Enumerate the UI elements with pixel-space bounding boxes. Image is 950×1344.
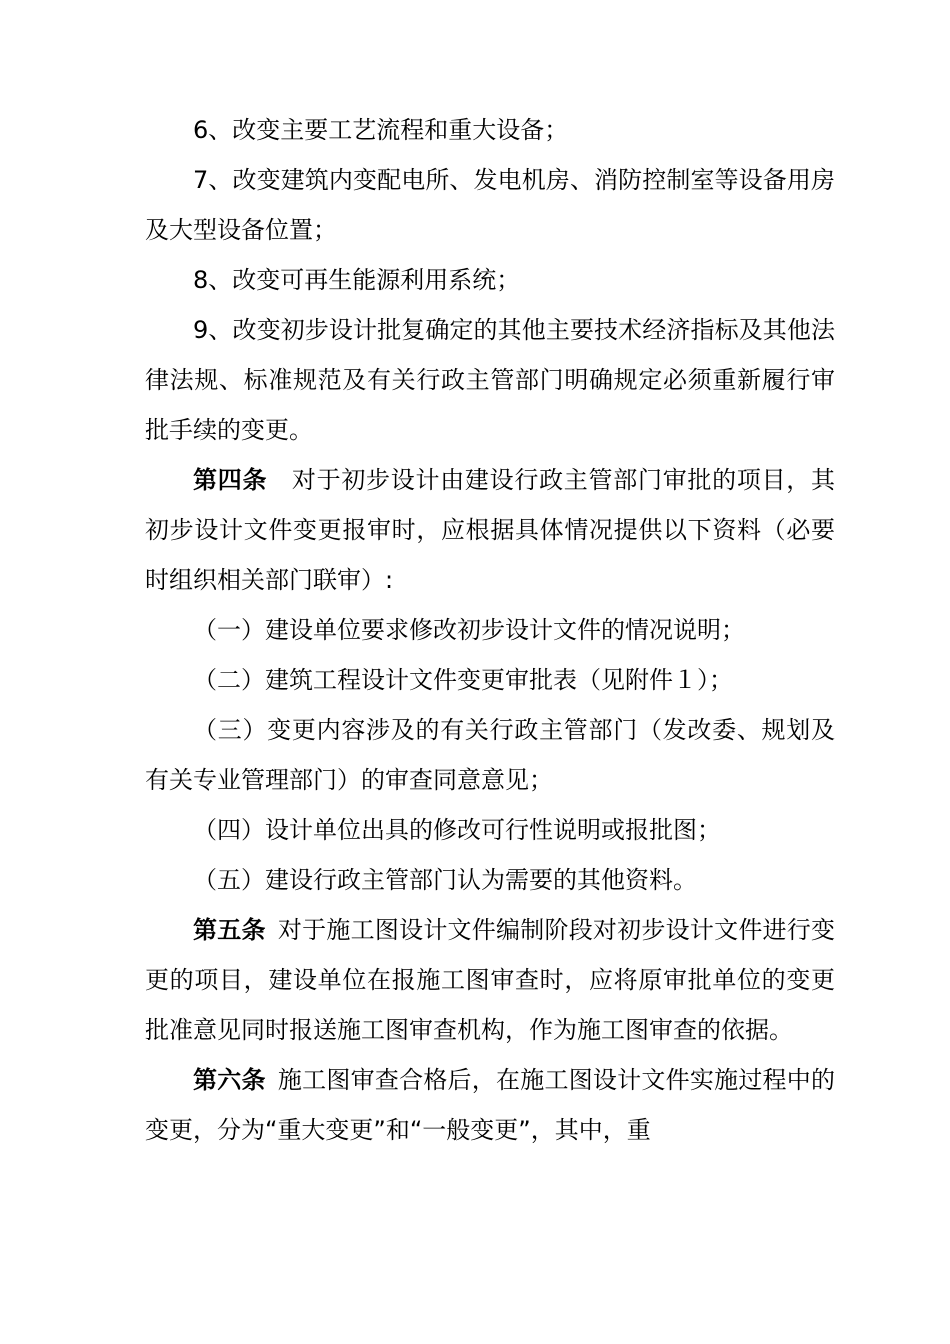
- article-label: 第五条: [193, 916, 266, 944]
- paragraph-text: 8、改变可再生能源利用系统；: [193, 266, 521, 294]
- article-label: 第四条: [193, 466, 268, 494]
- paragraph-text: 9、改变初步设计批复确定的其他主要技术经济指标及其他法律法规、标准规范及有关行政主管部门明确规定必须重新履行审批手续的变更。: [145, 316, 835, 444]
- article-5: [145, 905, 835, 1055]
- paragraph-text: 施工图审查合格后，在施工图设计文件实施过程中的变更，分为“重大变更”和“一般变更”，其中，重: [145, 1066, 836, 1144]
- sub-item-5: [145, 855, 835, 905]
- paragraph-text: （一）建设单位要求修改初步设计文件的情况说明；: [193, 616, 745, 644]
- sub-item-2: [145, 655, 835, 705]
- sub-item-1: [145, 605, 835, 655]
- sub-item-3: [145, 705, 835, 805]
- article-label: 第六条: [193, 1066, 266, 1094]
- article-6: [145, 1055, 835, 1155]
- list-item-8: [145, 255, 835, 305]
- list-item-6: [145, 105, 835, 155]
- paragraph-text: （二）建筑工程设计文件变更审批表（见附件１）；: [193, 666, 733, 694]
- paragraph-text: （三）变更内容涉及的有关行政主管部门（发改委、规划及有关专业管理部门）的审查同意意见；: [145, 716, 835, 794]
- sub-item-4: [145, 805, 835, 855]
- paragraph-text: 对于初步设计由建设行政主管部门审批的项目，其初步设计文件变更报审时，应根据具体情况提供以下资料（必要时组织相关部门联审）:: [145, 466, 836, 594]
- paragraph-text: （四）设计单位出具的修改可行性说明或报批图；: [193, 816, 721, 844]
- paragraph-text: 6、改变主要工艺流程和重大设备；: [193, 116, 569, 144]
- paragraph-text: 对于施工图设计文件编制阶段对初步设计文件进行变更的项目，建设单位在报施工图审查时，应将原审批单位的变更批准意见同时报送施工图审查机构，作为施工图审查的依据。: [145, 916, 836, 1044]
- article-4: [145, 455, 835, 605]
- paragraph-text: （五）建设行政主管部门认为需要的其他资料。: [193, 866, 697, 894]
- paragraph-text: 7、改变建筑内变配电所、发电机房、消防控制室等设备用房及大型设备位置；: [145, 166, 835, 244]
- list-item-7: [145, 155, 835, 255]
- list-item-9: [145, 305, 835, 455]
- document-page: [145, 105, 835, 1155]
